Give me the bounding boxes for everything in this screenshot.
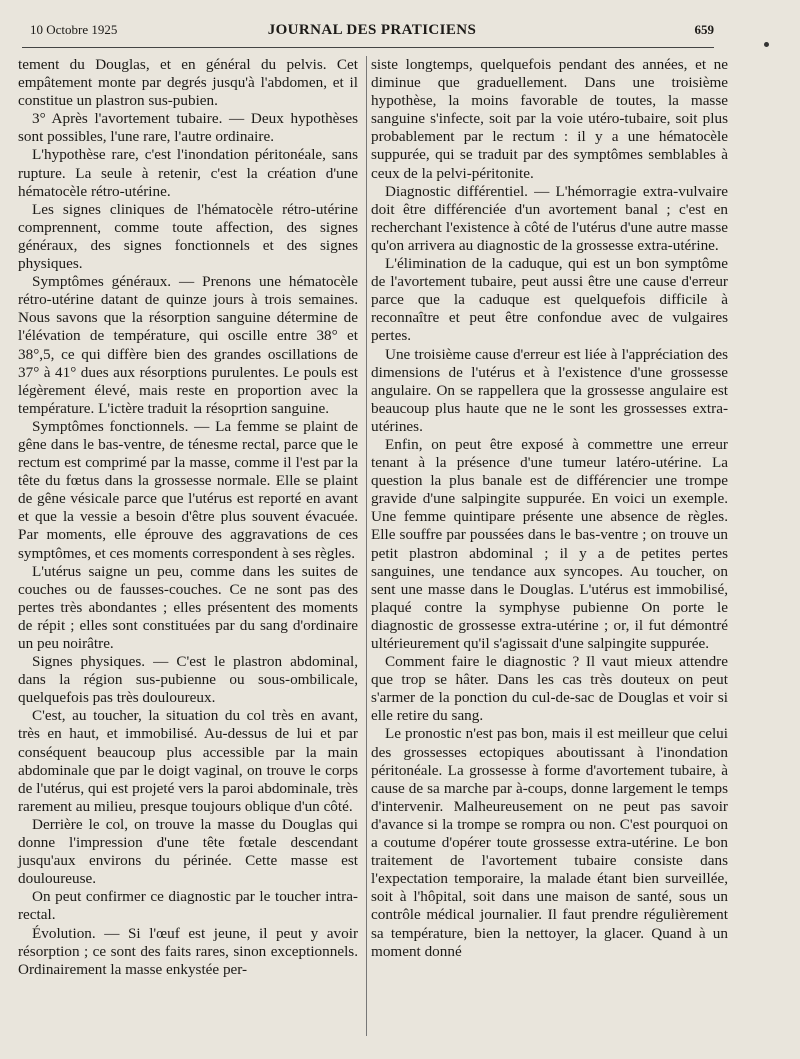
paragraph: Une troisième cause d'erreur est liée à l'appréciation des dimensions de l'utérus et à l'existence d'une grossesse angulaire. On se rappellera que la grossesse angulaire est beaucoup plus haute que ne le sont les grossesses extra-utérines. xyxy=(371,345,728,435)
page-header xyxy=(30,22,714,46)
paragraph: Le pronostic n'est pas bon, mais il est meilleur que celui des grossesses ectopiques aboutissant à l'inondation péritonéale. La grossesse à forme d'avortement tubaire, à cause de sa marche par à-coups, donne largement le temps d'intervenir. Malheureusement on ne peut pas savoir d'avance si la trompe se rompra ou non. C'est pourquoi on a coutume d'opérer toute grossesse extra-utérine. Le bon traitement de l'avortement tubaire consiste dans l'expectation temporaire, la malade étant bien surveillée, soit à l'hôpital, soit dans une maison de santé, sous un contrôle médical journalier. Il faut prendre régulièrement sa température, bien la nettoyer, la glacer. Quand à un moment donné xyxy=(371,725,728,960)
right-column xyxy=(371,56,728,961)
paragraph: Les signes cliniques de l'hématocèle rétro-utérine comprennent, comme toute affection, des signes généraux, des signes fonctionnels et des signes physiques. xyxy=(18,200,358,273)
margin-dot xyxy=(764,42,769,47)
paragraph: Symptômes généraux. — Prenons une hématocèle rétro-utérine datant de quinze jours à trois semaines. Nous savons que la résorption sanguine détermine de l'élévation de température, qui oscille entre 38° et 38°,5, ce qui diffère bien des grandes oscillations de 37° à 41° dues aux résorptions purulentes. Le pouls est légèrement élevé, mais reste en proportion avec la température. L'ictère traduit la résoprtion sanguine. xyxy=(18,273,358,417)
paragraph: Derrière le col, on trouve la masse du Douglas qui donne l'impression d'une tête fœtale descendant jusqu'aux environs du périnée. Cette masse est douloureuse. xyxy=(18,815,358,888)
paragraph: Signes physiques. — C'est le plastron abdominal, dans la région sus-pubienne ou sous-ombilicale, quelquefois pas très douloureux. xyxy=(18,653,358,707)
left-column xyxy=(18,56,358,979)
paragraph: L'hypothèse rare, c'est l'inondation péritonéale, sans rupture. La seule à retenir, c'est la création d'une hématocèle rétro-utérine. xyxy=(18,146,358,200)
paragraph: 3° Après l'avortement tubaire. — Deux hypothèses sont possibles, l'une rare, l'autre ordinaire. xyxy=(18,110,358,146)
paragraph: Symptômes fonctionnels. — La femme se plaint de gêne dans le bas-ventre, de ténesme rectal, parce que le rectum est comprimé par la masse, comme il l'est par la tête du fœtus dans la grossesse normale. Elle se plaint de gêne vésicale parce que l'utérus est reporté en avant et que la vessie a besoin d'être plus souvent évacuée. Par moments, elle éprouve des aggravations de ces symptômes, et ces moments correspondent à ses règles. xyxy=(18,417,358,562)
journal-title: JOURNAL DES PRATICIENS xyxy=(267,22,477,38)
header-rule xyxy=(22,47,714,48)
paragraph: Évolution. — Si l'œuf est jeune, il peut y avoir résorption ; ce sont des faits rares, sinon exceptionnels. Ordinairement la masse enkystée per- xyxy=(18,924,358,978)
paragraph: siste longtemps, quelquefois pendant des années, et ne diminue que graduellement. Dans une troisième hypothèse, la moins favorable de toutes, la masse sanguine s'infecte, soit par la voie utéro-tubaire, soit plus probablement par le rectum : il y a une hématocèle suppurée, qui se traduit par des symptômes semblables à ceux de la pelvi-péritonite. xyxy=(371,56,728,182)
paragraph: tement du Douglas, et en général du pelvis. Cet empâtement monte par degrés jusqu'à l'abdomen, et il constitue un plastron sus-pubien. xyxy=(18,56,358,110)
paragraph: L'utérus saigne un peu, comme dans les suites de couches ou de fausses-couches. Ce ne sont pas des pertes très abondantes ; elles présentent des moments de répit ; elles sont constituées par du sang d'ordinaire un peu noirâtre. xyxy=(18,562,358,652)
page-number: 659 xyxy=(694,22,714,37)
paragraph: Enfin, on peut être exposé à commettre une erreur tenant à la présence d'une tumeur latéro-utérine. La question la plus banale est de différencier une trompe gravide d'une salpingite suppurée. En voici un exemple. Une femme quintipare présente une absence de règles. Elle souffre par poussées dans le bas-ventre ; on trouve un petit plastron abdominal ; il y a de petites pertes sanguines, une tendance aux syncopes. Au toucher, on sent une masse dans le Douglas. L'utérus est immobilisé, plaqué contre la symphyse pubienne On porte le diagnostic de grossesse extra-utérine ; or, il fut démontré ultérieurement qu'il s'agissait d'une salpingite suppurée. xyxy=(371,435,728,652)
paragraph: L'élimination de la caduque, qui est un bon symptôme de l'avortement tubaire, peut aussi être une cause d'erreur parce que la caduque est quelquefois difficile à reconnaître et peut être confondue avec de vulgaires pertes. xyxy=(371,255,728,345)
paragraph: Comment faire le diagnostic ? Il vaut mieux attendre que trop se hâter. Dans les cas très douteux on peut s'armer de la ponction du cul-de-sac de Douglas et voir si elle retire du sang. xyxy=(371,653,728,725)
column-divider xyxy=(366,56,367,1036)
header-date: 10 Octobre 1925 xyxy=(30,22,118,37)
paragraph: C'est, au toucher, la situation du col très en avant, très en haut, et immobilisé. Au-dessus de lui et par conséquent beaucoup plus accessible par la main abdominale que par le doigt vaginal, on trouve le corps de l'utérus, qui est projeté vers la paroi abdominale, très rarement au milieu, presque toujours oblique d'un côté. xyxy=(18,707,358,815)
paragraph: On peut confirmer ce diagnostic par le toucher intra-rectal. xyxy=(18,888,358,924)
paragraph: Diagnostic différentiel. — L'hémorragie extra-vulvaire doit être différenciée d'un avortement banal ; c'est en recherchant l'existence à côté de l'utérus d'une autre masse qu'on arrivera au diagnostic de la grossesse extra-utérine. xyxy=(371,182,728,254)
